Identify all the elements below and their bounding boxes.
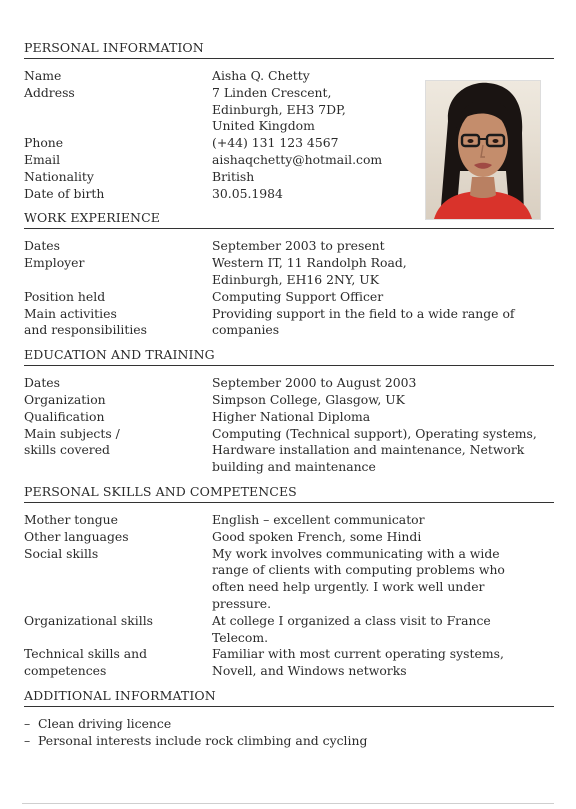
row-label: Email <box>24 151 61 167</box>
row-label: Position held <box>24 288 106 304</box>
row-label: Social skills <box>24 545 99 561</box>
dash-bullet-icon: – <box>24 732 31 748</box>
info-row <box>24 426 554 476</box>
row-label: Phone <box>24 135 64 151</box>
list-item-text: Personal interests include rock climbing and cycling <box>38 732 368 748</box>
row-value: Providing support in the field to a wide range of companies <box>212 305 515 338</box>
row-value: (+44) 131 123 4567 <box>212 135 339 151</box>
row-label: Employer <box>24 255 85 271</box>
row-value: Familiar with most current operating systems, Novell, and Windows networks <box>212 646 504 679</box>
section-title: EDUCATION AND TRAINING <box>24 347 554 366</box>
info-row <box>24 646 554 680</box>
info-row <box>24 392 554 409</box>
dash-bullet-icon: – <box>24 715 31 731</box>
row-label: Organizational skills <box>24 612 154 628</box>
row-label: Name <box>24 68 62 83</box>
section-title: PERSONAL SKILLS AND COMPETENCES <box>24 484 554 503</box>
work-experience-section <box>24 210 554 339</box>
row-value: Computing (Technical support), Operating systems, Hardware installation and maintenance, Network building and maintenance <box>212 425 537 475</box>
info-row <box>24 546 554 613</box>
row-value: Aisha Q. Chetty <box>212 68 310 83</box>
section-title: WORK EXPERIENCE <box>24 210 554 229</box>
profile-photo <box>425 80 541 220</box>
row-label: Date of birth <box>24 185 105 201</box>
row-value: September 2000 to August 2003 <box>212 375 417 391</box>
portrait-illustration <box>426 81 540 219</box>
page-bottom-divider <box>22 803 554 804</box>
row-label: Qualification <box>24 408 105 424</box>
row-label: Dates <box>24 238 60 254</box>
info-row <box>24 409 554 426</box>
row-value: aishaqchetty@hotmail.com <box>212 151 383 167</box>
info-row <box>24 289 554 306</box>
row-value: British <box>212 168 255 184</box>
row-label: Mother tongue <box>24 511 118 527</box>
row-label: Organization <box>24 391 106 407</box>
list-item <box>24 716 554 733</box>
row-value: Good spoken French, some Hindi <box>212 528 422 544</box>
additional-information-section <box>24 688 554 750</box>
row-value: Higher National Diploma <box>212 408 371 424</box>
row-label: Address <box>24 84 75 100</box>
info-row <box>24 375 554 392</box>
bullet-list <box>24 716 554 750</box>
row-value: 30.05.1984 <box>212 185 283 201</box>
row-value: English – excellent communicator <box>212 511 425 527</box>
skills-section <box>24 484 554 680</box>
row-label: Main activities and responsibilities <box>24 305 147 338</box>
row-value: Simpson College, Glasgow, UK <box>212 391 405 407</box>
info-row <box>24 306 554 340</box>
row-label: Other languages <box>24 528 129 544</box>
section-title: ADDITIONAL INFORMATION <box>24 688 554 707</box>
row-label: Main subjects / skills covered <box>24 425 120 458</box>
info-row <box>24 613 554 647</box>
row-label: Technical skills and competences <box>24 646 148 679</box>
info-row <box>24 512 554 529</box>
info-row <box>24 238 554 255</box>
info-row <box>24 255 554 289</box>
list-item <box>24 733 554 750</box>
row-label: Dates <box>24 375 60 391</box>
row-value: My work involves communicating with a wide range of clients with computing problems who often need help urgently. I work well under pressure. <box>212 545 505 611</box>
section-title: PERSONAL INFORMATION <box>24 40 554 59</box>
info-row <box>24 529 554 546</box>
row-value: September 2003 to present <box>212 238 385 254</box>
list-item-text: Clean driving licence <box>38 715 172 731</box>
row-value: Computing Support Officer <box>212 288 384 304</box>
row-value: Western IT, 11 Randolph Road, Edinburgh, EH16 2NY, UK <box>212 255 407 287</box>
education-section <box>24 347 554 476</box>
row-value: 7 Linden Crescent, Edinburgh, EH3 7DP, United Kingdom <box>212 84 346 134</box>
row-label: Nationality <box>24 168 94 184</box>
row-value: At college I organized a class visit to France Telecom. <box>212 612 491 645</box>
